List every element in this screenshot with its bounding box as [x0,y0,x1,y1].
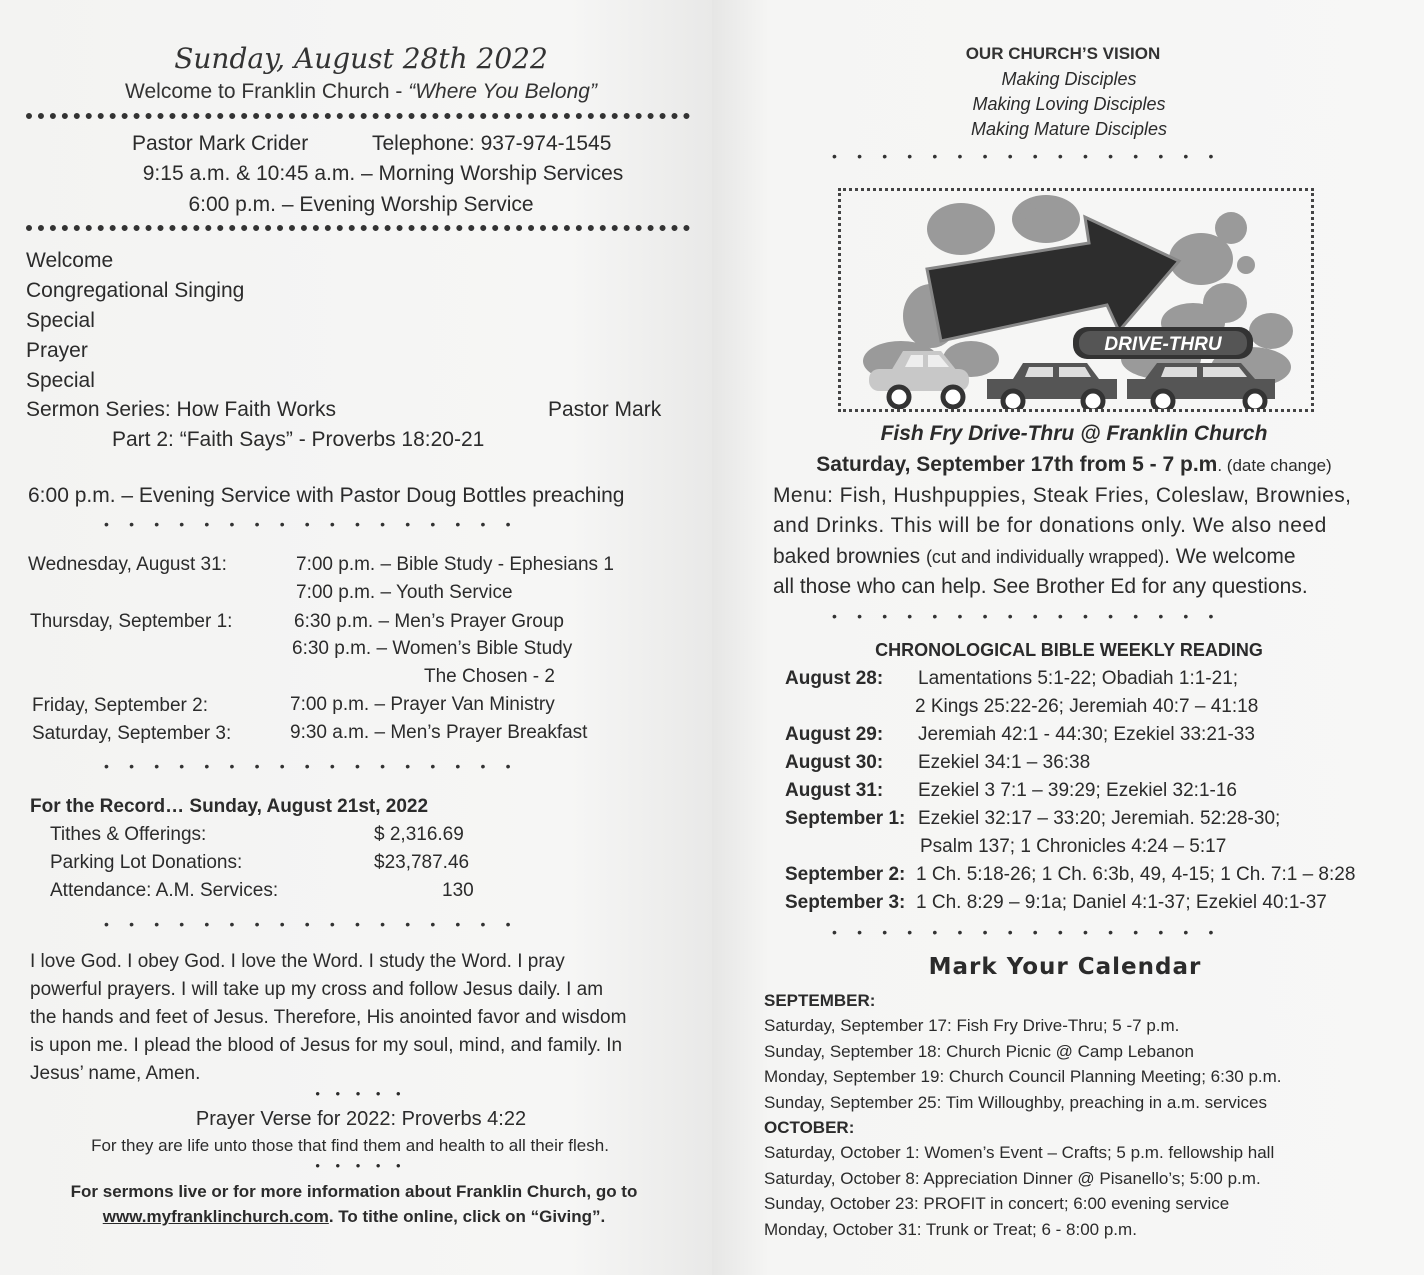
footer-line-2 [0,1207,708,1227]
fish-fry-help: all those who can help. See Brother Ed for any questions. [773,575,1308,598]
right-page [712,0,1424,1275]
record-heading: For the Record… Sunday, August 21st, 2022 [30,796,429,817]
calendar-event: Monday, September 19: Church Council Planning Meeting; 6:30 p.m. [764,1067,1282,1087]
drive-thru-sign-text: DRIVE-THRU [1104,334,1222,355]
calendar-event: Sunday, September 25: Tim Willoughby, preaching in a.m. services [764,1092,1267,1112]
welcome-line [0,80,722,104]
confession-line: I love God. I obey God. I love the Word. I study the Word. I pray [30,951,565,972]
reading-text: Jeremiah 42:1 - 44:30; Ezekiel 33:21-33 [918,724,1255,745]
daily-confession [30,948,680,1088]
calendar-event: Saturday, October 1: Women’s Event – Crafts; 5 p.m. fellowship hall [764,1143,1275,1163]
week-event: 7:00 p.m. – Bible Study - Ephesians 1 [296,554,614,575]
dots-divider: •••••••••••••••• [832,608,1234,624]
reading-date: August 29: [785,724,884,745]
week-event: The Chosen - 2 [424,666,555,687]
order-item: Welcome [26,249,114,272]
sermon-part: Part 2: “Faith Says” - Proverbs 18:20-21 [112,428,485,451]
calendar-month-heading: SEPTEMBER: [764,991,876,1010]
reading-date: September 2: [785,864,906,885]
calendar-event: Sunday, October 23: PROFIT in concert; 6:00 evening service [764,1194,1230,1214]
calendar-event: Saturday, September 17: Fish Fry Drive-Thru; 5 -7 p.m. [764,1016,1180,1036]
week-event: 7:00 p.m. – Youth Service [296,582,513,603]
order-item: Special [26,369,95,392]
reading-text: 1 Ch. 8:29 – 9:1a; Daniel 4:1-37; Ezekiel 40:1-37 [916,892,1327,913]
reading-date: August 28: [785,668,884,689]
week-event: 6:30 p.m. – Men’s Prayer Group [294,611,564,632]
prayer-verse-text: For they are life unto those that find them and health to all their flesh. [91,1136,609,1155]
week-event: 9:30 a.m. – Men’s Prayer Breakfast [290,722,588,743]
small-dots: • • • • • [315,1086,407,1101]
website-link[interactable]: www.myfranklinchurch.com [102,1207,329,1226]
calendar-event: Monday, October 31: Trunk or Treat; 6 - 8:00 p.m. [764,1219,1137,1239]
dotted-divider [26,113,690,119]
reading-text: 2 Kings 25:22-26; Jeremiah 40:7 – 41:18 [915,696,1259,717]
brownies-welcome: . We welcome [1164,545,1296,568]
calendar-list [764,988,1282,1242]
week-event: 6:30 p.m. – Women’s Bible Study [292,638,573,659]
footer-tithe-text: . To tithe online, click on “Giving”. [328,1207,606,1226]
reading-text: Psalm 137; 1 Chronicles 4:24 – 5:17 [920,836,1227,857]
calendar-month-heading: OCTOBER: [764,1118,855,1138]
reading-text: 1 Ch. 5:18-26; 1 Ch. 6:3b, 49, 4-15; 1 Ch. 7:1 – 8:28 [916,864,1356,885]
evening-service: 6:00 p.m. – Evening Worship Service [188,193,534,216]
dots-divider: •••••••••••••••• [832,924,1234,940]
vision-line: Making Disciples [1001,69,1137,89]
reading-text: Ezekiel 3 7:1 – 39:29; Ezekiel 32:1-16 [918,780,1237,801]
week-event: 7:00 p.m. – Prayer Van Ministry [290,694,555,715]
calendar-event: Saturday, October 8: Appreciation Dinner @ Pisanello’s; 5:00 p.m. [764,1168,1261,1188]
brownies-text: baked brownies [773,545,926,568]
reading-text: Ezekiel 32:17 – 33:20; Jeremiah. 52:28-30; [918,808,1281,829]
reading-text: Ezekiel 34:1 – 36:38 [918,752,1091,773]
welcome-prefix: Welcome to Franklin Church - [125,80,409,103]
drive-thru-graphic [838,188,1314,412]
footer-line-1: For sermons live or for more information about Franklin Church, go to [70,1182,638,1201]
car-icon [987,363,1117,409]
sermon-speaker: Pastor Mark [548,398,662,421]
record-label: Attendance: A.M. Services: [50,880,279,901]
week-day: Saturday, September 3: [32,723,232,744]
confession-line: powerful prayers. I will take up my cross and follow Jesus daily. I am [30,979,604,1000]
morning-services: 9:15 a.m. & 10:45 a.m. – Morning Worship Services [142,162,624,185]
prayer-verse-title: Prayer Verse for 2022: Proverbs 4:22 [195,1108,527,1130]
dots-divider: ••••••••••••••••• [104,758,531,774]
fish-fry-date-note: . (date change) [1217,456,1332,475]
fish-fry-title: Fish Fry Drive-Thru @ Franklin Church [880,422,1268,445]
welcome-slogan: “Where You Belong” [408,80,597,103]
vision-line: Making Mature Disciples [970,119,1168,139]
confession-line: Jesus’ name, Amen. [30,1063,201,1084]
reading-date: August 31: [785,780,884,801]
record-label: Tithes & Offerings: [50,824,207,845]
brownies-note: (cut and individually wrapped) [925,547,1165,567]
sermon-series: Sermon Series: How Faith Works [26,398,337,421]
week-day: Thursday, September 1: [30,611,233,632]
calendar-event: Sunday, September 18: Church Picnic @ Camp Lebanon [764,1041,1194,1061]
church-telephone: Telephone: 937-974-1545 [372,132,612,155]
drive-thru-illustration [841,191,1311,409]
record-value: $ 2,316.69 [374,824,464,845]
confession-line: the hands and feet of Jesus. Therefore, His anointed favor and wisdom [30,1007,627,1028]
fish-fry-brownies [773,545,1296,569]
dots-divider: •••••••••••••••• [832,148,1234,164]
bible-reading-heading: CHRONOLOGICAL BIBLE WEEKLY READING [875,640,1263,660]
calendar-title: Mark Your Calendar [928,954,1202,980]
bulletin-date-title: Sunday, August 28th 2022 [174,42,548,75]
dots-divider: ••••••••••••••••• [104,516,531,532]
fish-fry-date-main: Saturday, September 17th from 5 - 7 p.m [816,453,1218,476]
vision-line: Making Loving Disciples [972,94,1166,114]
reading-date: August 30: [785,752,884,773]
fish-fry-date [712,453,1424,477]
fish-fry-menu: Menu: Fish, Hushpuppies, Steak Fries, Coleslaw, Brownies, [773,484,1352,507]
order-item: Special [26,309,95,332]
reading-date: September 3: [785,892,906,913]
reading-text: Lamentations 5:1-22; Obadiah 1:1-21; [918,668,1239,689]
dotted-divider [26,225,690,231]
confession-line: is upon me. I plead the blood of Jesus for my soul, mind, and family. In [30,1035,623,1056]
record-value: $23,787.46 [374,852,470,873]
dots-divider: ••••••••••••••••• [104,916,531,932]
pastor-name: Pastor Mark Crider [132,132,309,155]
small-dots: • • • • • [315,1158,407,1173]
week-day: Wednesday, August 31: [28,554,227,575]
record-value: 130 [442,880,474,901]
week-day: Friday, September 2: [32,695,209,716]
order-of-service [26,246,244,396]
record-label: Parking Lot Donations: [50,852,243,873]
fish-fry-donations: and Drinks. This will be for donations only. We also need [773,514,1327,537]
evening-service-note: 6:00 p.m. – Evening Service with Pastor Doug Bottles preaching [28,484,625,507]
order-item: Congregational Singing [26,279,245,302]
vision-heading: OUR CHURCH’S VISION [965,44,1161,63]
order-item: Prayer [26,339,88,362]
reading-date: September 1: [785,808,906,829]
